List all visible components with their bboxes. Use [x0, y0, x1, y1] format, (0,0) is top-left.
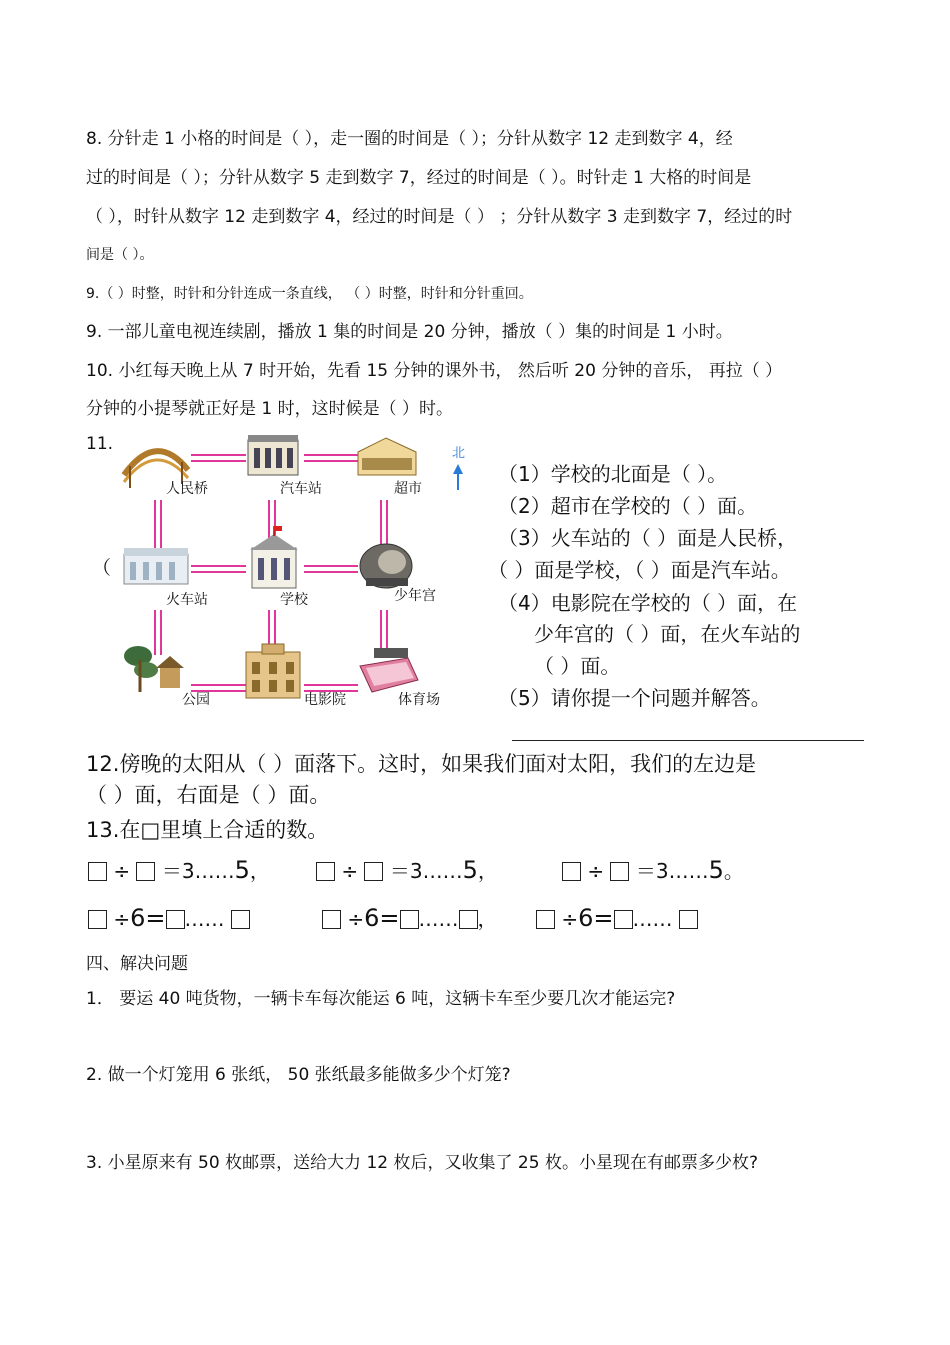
- q11-item-4c: （ ）面。: [534, 654, 621, 678]
- q11-item-3b: （ ）面是学校，（ ）面是汽车站。: [488, 558, 791, 582]
- divisor: 6: [130, 904, 146, 932]
- answer-box[interactable]: [400, 910, 419, 929]
- q8-line1: 8. 分针走 1 小格的时间是（ ），走一圈的时间是（ ）；分针从数字 12 走到数字 4，经: [86, 129, 733, 149]
- q11-item-5: （5）请你提一个问题并解答。: [498, 686, 771, 710]
- punct: ，: [477, 859, 498, 883]
- ellipsis: ……: [184, 907, 225, 931]
- q9a-text: 9.（ ）时整，时针和分针连成一条直线， （ ）时整，时针和分针重回。: [86, 286, 533, 302]
- q11-number: 11.: [86, 434, 114, 454]
- q8-line2: 过的时间是（ ）；分针从数字 5 走到数字 7，经过的时间是（ ）。时针走 1 大格的时间是: [86, 168, 752, 188]
- divide-sign: ÷: [341, 859, 359, 883]
- q13-title: 13.在□里填上合适的数。: [86, 818, 329, 842]
- supermarket-icon: [358, 438, 416, 475]
- q12-line1: 12.傍晚的太阳从（ ）面落下。这时，如果我们面对太阳，我们的左边是: [86, 752, 757, 776]
- answer-box[interactable]: [88, 910, 107, 929]
- label-youth-palace: 少年宫: [394, 588, 436, 604]
- stadium-icon: [360, 648, 418, 692]
- label-school: 学校: [280, 592, 308, 608]
- equals-sign: =: [379, 904, 400, 932]
- label-train-station: 火车站: [166, 592, 208, 608]
- answer-box[interactable]: [364, 862, 383, 881]
- problem-3: 3. 小星原来有 50 枚邮票，送给大力 12 枚后，又收集了 25 枚。小星现在有邮票多少枚?: [86, 1153, 758, 1173]
- q11-answer-line[interactable]: [512, 740, 864, 741]
- q8-line3: （ ），时针从数字 12 走到数字 4，经过的时间是（ ） ；分针从数字 3 走到数字 7，经过的时: [86, 207, 793, 227]
- q13-eq-r1-2: [316, 858, 498, 882]
- equals-quotient: ＝3……: [635, 859, 709, 883]
- answer-box[interactable]: [322, 910, 341, 929]
- label-supermarket: 超市: [394, 481, 422, 497]
- label-bridge: 人民桥: [166, 481, 208, 497]
- answer-box[interactable]: [614, 910, 633, 929]
- q13-eq-r1-1: [88, 858, 270, 882]
- q13-eq-r1-3: [562, 858, 744, 882]
- q9b-text: 9. 一部儿童电视连续剧，播放 1 集的时间是 20 分钟，播放（ ）集的时间是 1 小时。: [86, 322, 733, 342]
- cinema-icon: [246, 644, 300, 698]
- q13-eq-r2-1: [88, 906, 250, 930]
- train-station-icon: [124, 548, 188, 584]
- map-svg: [116, 430, 476, 715]
- label-cinema: 电影院: [304, 692, 346, 708]
- school-icon: [250, 526, 298, 588]
- equals-quotient: ＝3……: [389, 859, 463, 883]
- answer-box[interactable]: [231, 910, 250, 929]
- ellipsis: ……: [632, 907, 673, 931]
- divide-sign: ÷: [587, 859, 605, 883]
- answer-box[interactable]: [166, 910, 185, 929]
- q10-line1: 10. 小红每天晚上从 7 时开始，先看 15 分钟的课外书， 然后听 20 分钟的音乐， 再拉（ ）: [86, 361, 783, 381]
- q11-item-4: （4）电影院在学校的（ ）面，在: [498, 591, 798, 615]
- equals-sign: =: [145, 904, 166, 932]
- q11-item-2: （2）超市在学校的（ ）面。: [498, 494, 758, 518]
- q13-eq-r2-3: [536, 906, 698, 930]
- q8-line4: 间是（ ）。: [86, 247, 154, 263]
- bus-station-icon: [248, 435, 298, 475]
- equals-quotient: ＝3……: [161, 859, 235, 883]
- answer-box[interactable]: [610, 862, 629, 881]
- answer-box[interactable]: [562, 862, 581, 881]
- answer-box[interactable]: [536, 910, 555, 929]
- q13-eq-r2-2: [322, 906, 498, 930]
- north-arrow-icon: [453, 464, 463, 490]
- map-figure: [116, 430, 476, 715]
- label-stadium: 体育场: [398, 692, 440, 708]
- north-label: 北: [452, 446, 466, 461]
- youth-palace-icon: [360, 544, 412, 588]
- punct: 。: [723, 859, 744, 883]
- q12-line2: （ ）面，右面是（ ）面。: [86, 783, 331, 807]
- remainder: 5: [708, 856, 724, 884]
- divide-sign: ÷: [113, 859, 131, 883]
- divisor: 6: [364, 904, 380, 932]
- divisor: 6: [578, 904, 594, 932]
- q11-left-paren: （: [92, 557, 112, 579]
- problem-1: 1． 要运 40 吨货物，一辆卡车每次能运 6 吨，这辆卡车至少要几次才能运完?: [86, 989, 676, 1009]
- answer-box[interactable]: [679, 910, 698, 929]
- q10-line2: 分钟的小提琴就正好是 1 时，这时候是（ ）时。: [86, 399, 454, 419]
- punct: ，: [249, 859, 270, 883]
- q11-item-3: （3）火车站的（ ）面是人民桥，: [498, 526, 798, 550]
- punct: ，: [477, 907, 498, 931]
- divide-sign: ÷: [561, 907, 579, 931]
- problem-2: 2. 做一个灯笼用 6 张纸， 50 张纸最多能做多少个灯笼?: [86, 1065, 511, 1085]
- divide-sign: ÷: [347, 907, 365, 931]
- q11-item-4b: 少年宫的（ ）面，在火车站的: [534, 622, 801, 646]
- label-bus-station: 汽车站: [280, 481, 322, 497]
- answer-box[interactable]: [88, 862, 107, 881]
- q11-item-1: （1）学校的北面是（ ）。: [498, 462, 728, 486]
- equals-sign: =: [593, 904, 614, 932]
- remainder: 5: [462, 856, 478, 884]
- ellipsis: ……: [418, 907, 459, 931]
- divide-sign: ÷: [113, 907, 131, 931]
- section4-title: 四、解决问题: [86, 954, 188, 974]
- label-park: 公园: [182, 692, 210, 708]
- remainder: 5: [234, 856, 250, 884]
- answer-box[interactable]: [136, 862, 155, 881]
- answer-box[interactable]: [459, 910, 478, 929]
- answer-box[interactable]: [316, 862, 335, 881]
